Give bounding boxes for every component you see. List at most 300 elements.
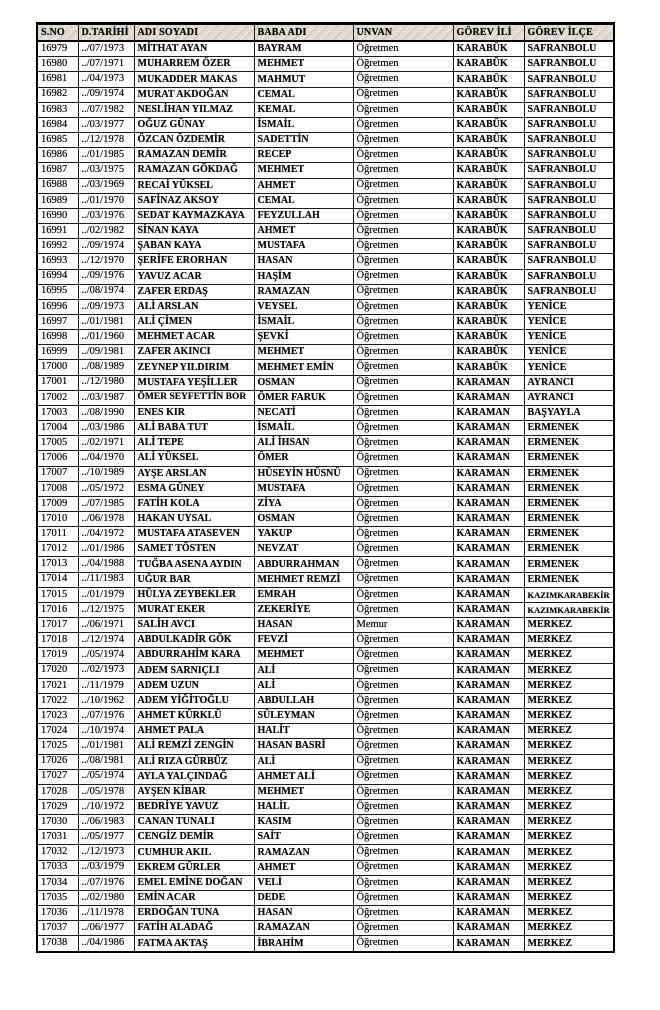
table-cell-adi-soyadi: MUSTAFA ATASEVEN [134, 527, 254, 542]
table-cell-d-tarihi: ../09/1981 [78, 345, 134, 360]
table-cell-baba-adi: MUSTAFA [254, 481, 353, 496]
table-cell-baba-adi: ALİ [254, 678, 353, 693]
table-cell-gorev-ili: KARABÜK [453, 178, 524, 193]
table-cell-d-tarihi: ../04/1988 [78, 557, 134, 572]
table-cell-gorev-ilce: SAFRANBOLU [524, 41, 614, 57]
table-cell-sno: 16995 [37, 284, 78, 299]
table-cell-baba-adi: HAŞİM [254, 269, 353, 284]
table-cell-sno: 16988 [37, 178, 78, 193]
table-cell-unvan: Öğretmen [353, 102, 453, 117]
table-cell-gorev-ili: KARABÜK [453, 193, 524, 208]
table-cell-gorev-ilce: MERKEZ [524, 815, 614, 830]
table-cell-d-tarihi: ../12/1975 [78, 602, 134, 617]
table-cell-adi-soyadi: AHMET PALA [134, 724, 254, 739]
table-cell-sno: 16999 [37, 345, 78, 360]
table-cell-unvan: Öğretmen [353, 815, 453, 830]
table-cell-sno: 17007 [37, 466, 78, 481]
table-cell-adi-soyadi: OĞUZ GÜNAY [134, 117, 254, 132]
table-cell-baba-adi: İSMAİL [254, 314, 353, 329]
table-cell-sno: 17013 [37, 557, 78, 572]
table-cell-d-tarihi: ../01/1960 [78, 330, 134, 345]
table-row [37, 133, 614, 148]
table-cell-d-tarihi: ../07/1985 [78, 496, 134, 511]
table-cell-gorev-ilce: MERKEZ [524, 769, 614, 784]
table-cell-sno: 17022 [37, 693, 78, 708]
table-cell-sno: 16993 [37, 254, 78, 269]
table-cell-d-tarihi: ../12/1973 [78, 845, 134, 860]
table-cell-sno: 17030 [37, 815, 78, 830]
table-cell-adi-soyadi: MURAT EKER [134, 602, 254, 617]
table-cell-unvan: Öğretmen [353, 360, 453, 375]
table-row [37, 633, 614, 648]
table-cell-baba-adi: ŞEVKİ [254, 330, 353, 345]
table-cell-gorev-ili: KARAMAN [453, 436, 524, 451]
column-header-d-tarihi: D.TARİHİ [78, 24, 134, 42]
table-cell-d-tarihi: ../05/1978 [78, 784, 134, 799]
table-cell-adi-soyadi: AYŞEN KİBAR [134, 784, 254, 799]
table-cell-gorev-ili: KARAMAN [453, 648, 524, 663]
table-cell-unvan: Öğretmen [353, 633, 453, 648]
table-cell-adi-soyadi: MİTHAT AYAN [134, 41, 254, 57]
table-row [37, 618, 614, 633]
table-cell-gorev-ili: KARAMAN [453, 724, 524, 739]
table-cell-sno: 17017 [37, 618, 78, 633]
table-cell-d-tarihi: ../03/1979 [78, 860, 134, 875]
table-cell-sno: 16984 [37, 117, 78, 132]
table-row [37, 693, 614, 708]
table-cell-unvan: Öğretmen [353, 572, 453, 587]
table-cell-adi-soyadi: ESMA GÜNEY [134, 481, 254, 496]
table-cell-gorev-ili: KARAMAN [453, 799, 524, 814]
table-cell-d-tarihi: ../09/1974 [78, 239, 134, 254]
table-cell-baba-adi: MEHMET [254, 784, 353, 799]
table-cell-adi-soyadi: HAKAN UYSAL [134, 512, 254, 527]
table-cell-gorev-ili: KARAMAN [453, 618, 524, 633]
table-cell-unvan: Öğretmen [353, 663, 453, 678]
table-cell-sno: 17034 [37, 875, 78, 890]
table-row [37, 709, 614, 724]
table-cell-baba-adi: İSMAİL [254, 117, 353, 132]
table-cell-sno: 17029 [37, 799, 78, 814]
table-cell-unvan: Öğretmen [353, 390, 453, 405]
table-cell-unvan: Öğretmen [353, 890, 453, 905]
table-cell-d-tarihi: ../07/1976 [78, 875, 134, 890]
header-row [37, 24, 614, 42]
table-cell-d-tarihi: ../10/1989 [78, 466, 134, 481]
table-cell-sno: 16996 [37, 299, 78, 314]
table-cell-unvan: Öğretmen [353, 527, 453, 542]
table-cell-gorev-ili: KARABÜK [453, 72, 524, 87]
personnel-table [36, 22, 615, 953]
table-row [37, 451, 614, 466]
table-cell-gorev-ili: KARAMAN [453, 860, 524, 875]
table-cell-gorev-ili: KARABÜK [453, 330, 524, 345]
table-cell-sno: 17016 [37, 602, 78, 617]
table-cell-adi-soyadi: ŞABAN KAYA [134, 239, 254, 254]
table-cell-baba-adi: EMRAH [254, 587, 353, 602]
table-row [37, 875, 614, 890]
table-cell-baba-adi: KEMAL [254, 102, 353, 117]
table-cell-baba-adi: RECEP [254, 148, 353, 163]
table-cell-gorev-ilce: SAFRANBOLU [524, 269, 614, 284]
table-cell-d-tarihi: ../03/1977 [78, 117, 134, 132]
table-cell-d-tarihi: ../01/1979 [78, 587, 134, 602]
table-cell-d-tarihi: ../04/1986 [78, 936, 134, 952]
table-cell-gorev-ilce: ERMENEK [524, 542, 614, 557]
table-cell-baba-adi: ALİ [254, 663, 353, 678]
column-header-baba-adi: BABA ADI [254, 24, 353, 42]
table-cell-unvan: Öğretmen [353, 724, 453, 739]
table-cell-gorev-ili: KARABÜK [453, 163, 524, 178]
table-cell-d-tarihi: ../10/1974 [78, 724, 134, 739]
table-cell-gorev-ili: KARAMAN [453, 663, 524, 678]
table-cell-d-tarihi: ../01/1981 [78, 739, 134, 754]
table-row [37, 466, 614, 481]
table-cell-sno: 17000 [37, 360, 78, 375]
table-cell-d-tarihi: ../04/1970 [78, 451, 134, 466]
table-cell-adi-soyadi: RECAİ YÜKSEL [134, 178, 254, 193]
table-cell-unvan: Öğretmen [353, 466, 453, 481]
table-cell-baba-adi: MEHMET [254, 345, 353, 360]
table-cell-gorev-ilce: YENİCE [524, 299, 614, 314]
table-cell-adi-soyadi: ZAFER AKINCI [134, 345, 254, 360]
table-row [37, 117, 614, 132]
table-cell-gorev-ilce: SAFRANBOLU [524, 117, 614, 132]
table-cell-gorev-ili: KARAMAN [453, 890, 524, 905]
table-cell-unvan: Öğretmen [353, 921, 453, 936]
table-cell-sno: 17025 [37, 739, 78, 754]
table-cell-gorev-ili: KARAMAN [453, 709, 524, 724]
table-cell-gorev-ilce: SAFRANBOLU [524, 224, 614, 239]
table-cell-baba-adi: MEHMET [254, 57, 353, 72]
table-cell-sno: 16983 [37, 102, 78, 117]
table-cell-sno: 16982 [37, 87, 78, 102]
table-row [37, 148, 614, 163]
table-cell-d-tarihi: ../04/1972 [78, 527, 134, 542]
table-cell-sno: 17035 [37, 890, 78, 905]
table-cell-unvan: Öğretmen [353, 709, 453, 724]
table-cell-sno: 17010 [37, 512, 78, 527]
table-cell-sno: 17031 [37, 830, 78, 845]
table-cell-d-tarihi: ../05/1974 [78, 769, 134, 784]
table-cell-sno: 17015 [37, 587, 78, 602]
table-row [37, 557, 614, 572]
table-cell-baba-adi: ABDURRAHMAN [254, 557, 353, 572]
table-cell-baba-adi: HASAN [254, 618, 353, 633]
table-cell-adi-soyadi: ALİ RIZA GÜRBÜZ [134, 754, 254, 769]
table-cell-unvan: Öğretmen [353, 269, 453, 284]
table-cell-unvan: Öğretmen [353, 421, 453, 436]
table-cell-unvan: Öğretmen [353, 148, 453, 163]
table-cell-unvan: Öğretmen [353, 87, 453, 102]
table-row [37, 602, 614, 617]
table-row [37, 436, 614, 451]
table-cell-sno: 17006 [37, 451, 78, 466]
table-cell-gorev-ili: KARAMAN [453, 936, 524, 952]
table-row [37, 542, 614, 557]
table-cell-gorev-ilce: KAZIMKARABEKİR [524, 602, 614, 617]
table-cell-baba-adi: RAMAZAN [254, 284, 353, 299]
table-cell-gorev-ili: KARAMAN [453, 405, 524, 420]
table-cell-baba-adi: İBRAHİM [254, 936, 353, 952]
table-cell-baba-adi: DEDE [254, 890, 353, 905]
table-cell-unvan: Öğretmen [353, 178, 453, 193]
table-cell-sno: 17033 [37, 860, 78, 875]
table-cell-gorev-ili: KARABÜK [453, 208, 524, 223]
table-cell-sno: 17032 [37, 845, 78, 860]
table-cell-adi-soyadi: ABDULKADİR GÖK [134, 633, 254, 648]
table-row [37, 193, 614, 208]
table-row [37, 390, 614, 405]
table-cell-sno: 17005 [37, 436, 78, 451]
table-cell-d-tarihi: ../07/1971 [78, 57, 134, 72]
table-row [37, 678, 614, 693]
table-cell-gorev-ilce: SAFRANBOLU [524, 239, 614, 254]
table-cell-baba-adi: MEHMET EMİN [254, 360, 353, 375]
table-cell-adi-soyadi: EKREM GÜRLER [134, 860, 254, 875]
table-cell-d-tarihi: ../06/1978 [78, 512, 134, 527]
table-cell-d-tarihi: ../09/1974 [78, 87, 134, 102]
table-cell-sno: 16989 [37, 193, 78, 208]
table-cell-sno: 17036 [37, 906, 78, 921]
table-cell-d-tarihi: ../08/1990 [78, 405, 134, 420]
table-cell-baba-adi: OSMAN [254, 375, 353, 390]
table-cell-baba-adi: CEMAL [254, 87, 353, 102]
table-row [37, 314, 614, 329]
table-row [37, 815, 614, 830]
table-cell-baba-adi: RAMAZAN [254, 845, 353, 860]
table-cell-sno: 17028 [37, 784, 78, 799]
table-cell-gorev-ili: KARABÜK [453, 284, 524, 299]
table-cell-gorev-ili: KARABÜK [453, 299, 524, 314]
table-row [37, 496, 614, 511]
table-cell-gorev-ili: KARAMAN [453, 906, 524, 921]
table-cell-gorev-ili: KARAMAN [453, 602, 524, 617]
table-cell-adi-soyadi: RAMAZAN GÖKDAĞ [134, 163, 254, 178]
table-cell-gorev-ili: KARAMAN [453, 678, 524, 693]
table-cell-gorev-ili: KARAMAN [453, 693, 524, 708]
column-header-adi-soyadi: ADI SOYADI [134, 24, 254, 42]
table-cell-gorev-ilce: ERMENEK [524, 451, 614, 466]
table-cell-gorev-ilce: BAŞYAYLA [524, 405, 614, 420]
table-cell-sno: 17012 [37, 542, 78, 557]
table-row [37, 254, 614, 269]
table-cell-sno: 17008 [37, 481, 78, 496]
table-cell-baba-adi: SAİT [254, 830, 353, 845]
table-cell-gorev-ilce: SAFRANBOLU [524, 148, 614, 163]
table-cell-d-tarihi: ../03/1987 [78, 390, 134, 405]
table-row [37, 830, 614, 845]
table-row [37, 163, 614, 178]
table-cell-sno: 16994 [37, 269, 78, 284]
table-row [37, 41, 614, 57]
table-cell-unvan: Öğretmen [353, 936, 453, 952]
table-cell-sno: 17020 [37, 663, 78, 678]
table-cell-baba-adi: HÜSEYİN HÜSNÜ [254, 466, 353, 481]
table-cell-gorev-ilce: MERKEZ [524, 678, 614, 693]
table-cell-baba-adi: SADETTİN [254, 133, 353, 148]
table-cell-gorev-ilce: SAFRANBOLU [524, 102, 614, 117]
table-cell-gorev-ili: KARAMAN [453, 527, 524, 542]
table-cell-sno: 16987 [37, 163, 78, 178]
table-cell-gorev-ili: KARAMAN [453, 481, 524, 496]
table-cell-d-tarihi: ../01/1981 [78, 314, 134, 329]
table-cell-gorev-ilce: ERMENEK [524, 496, 614, 511]
table-cell-unvan: Öğretmen [353, 57, 453, 72]
table-cell-baba-adi: HALİT [254, 724, 353, 739]
table-cell-gorev-ili: KARABÜK [453, 41, 524, 57]
table-cell-d-tarihi: ../12/1978 [78, 133, 134, 148]
table-cell-d-tarihi: ../02/1980 [78, 890, 134, 905]
table-row [37, 87, 614, 102]
table-row [37, 587, 614, 602]
table-cell-d-tarihi: ../11/1979 [78, 678, 134, 693]
table-row [37, 208, 614, 223]
table-row [37, 724, 614, 739]
table-cell-sno: 16986 [37, 148, 78, 163]
table-body [37, 41, 614, 952]
table-cell-gorev-ilce: MERKEZ [524, 875, 614, 890]
table-cell-adi-soyadi: ALİ YÜKSEL [134, 451, 254, 466]
table-cell-gorev-ili: KARAMAN [453, 769, 524, 784]
table-cell-sno: 17026 [37, 754, 78, 769]
table-row [37, 224, 614, 239]
table-row [37, 512, 614, 527]
table-cell-unvan: Öğretmen [353, 542, 453, 557]
table-cell-d-tarihi: ../02/1973 [78, 663, 134, 678]
table-cell-adi-soyadi: ŞERİFE ERORHAN [134, 254, 254, 269]
table-cell-baba-adi: SÜLEYMAN [254, 709, 353, 724]
table-cell-unvan: Öğretmen [353, 284, 453, 299]
table-cell-gorev-ilce: ERMENEK [524, 557, 614, 572]
table-cell-sno: 17001 [37, 375, 78, 390]
table-cell-baba-adi: İSMAİL [254, 421, 353, 436]
table-cell-gorev-ili: KARAMAN [453, 496, 524, 511]
table-cell-d-tarihi: ../03/1975 [78, 163, 134, 178]
table-cell-gorev-ilce: MERKEZ [524, 936, 614, 952]
table-cell-adi-soyadi: BEDRİYE YAVUZ [134, 799, 254, 814]
table-cell-gorev-ilce: SAFRANBOLU [524, 87, 614, 102]
table-cell-baba-adi: AHMET [254, 860, 353, 875]
table-cell-adi-soyadi: ABDURRAHİM KARA [134, 648, 254, 663]
table-cell-gorev-ili: KARAMAN [453, 421, 524, 436]
table-cell-unvan: Öğretmen [353, 224, 453, 239]
table-cell-gorev-ili: KARAMAN [453, 739, 524, 754]
table-cell-gorev-ili: KARAMAN [453, 845, 524, 860]
table-cell-gorev-ili: KARAMAN [453, 390, 524, 405]
table-row [37, 572, 614, 587]
table-cell-unvan: Öğretmen [353, 436, 453, 451]
table-cell-sno: 17002 [37, 390, 78, 405]
table-cell-gorev-ili: KARABÜK [453, 314, 524, 329]
table-cell-gorev-ili: KARABÜK [453, 148, 524, 163]
table-cell-gorev-ilce: MERKEZ [524, 739, 614, 754]
table-cell-sno: 17018 [37, 633, 78, 648]
table-header [37, 24, 614, 42]
table-cell-adi-soyadi: FATMA AKTAŞ [134, 936, 254, 952]
table-cell-gorev-ilce: SAFRANBOLU [524, 133, 614, 148]
table-cell-adi-soyadi: ADEM YİĞİTOĞLU [134, 693, 254, 708]
table-cell-gorev-ili: KARAMAN [453, 921, 524, 936]
table-cell-unvan: Öğretmen [353, 784, 453, 799]
table-cell-gorev-ilce: ERMENEK [524, 436, 614, 451]
table-cell-gorev-ilce: KAZIMKARABEKİR [524, 587, 614, 602]
table-cell-gorev-ili: KARABÜK [453, 360, 524, 375]
table-cell-baba-adi: RAMAZAN [254, 921, 353, 936]
table-row [37, 72, 614, 87]
table-cell-baba-adi: NECATİ [254, 405, 353, 420]
table-cell-gorev-ili: KARAMAN [453, 512, 524, 527]
table-cell-d-tarihi: ../12/1970 [78, 254, 134, 269]
table-cell-baba-adi: CEMAL [254, 193, 353, 208]
table-cell-sno: 17011 [37, 527, 78, 542]
table-cell-d-tarihi: ../04/1973 [78, 72, 134, 87]
table-cell-adi-soyadi: AHMET KÜRKLÜ [134, 709, 254, 724]
table-row [37, 754, 614, 769]
table-cell-d-tarihi: ../08/1981 [78, 754, 134, 769]
table-cell-gorev-ili: KARAMAN [453, 754, 524, 769]
table-cell-adi-soyadi: UĞUR BAR [134, 572, 254, 587]
table-cell-unvan: Memur [353, 618, 453, 633]
table-cell-baba-adi: MEHMET [254, 648, 353, 663]
table-cell-d-tarihi: ../03/1969 [78, 178, 134, 193]
table-cell-gorev-ilce: MERKEZ [524, 860, 614, 875]
table-cell-unvan: Öğretmen [353, 860, 453, 875]
table-cell-adi-soyadi: ADEM UZUN [134, 678, 254, 693]
table-cell-sno: 16998 [37, 330, 78, 345]
table-cell-unvan: Öğretmen [353, 239, 453, 254]
table-row [37, 345, 614, 360]
table-cell-baba-adi: MUSTAFA [254, 239, 353, 254]
table-cell-adi-soyadi: MUHARREM ÖZER [134, 57, 254, 72]
table-cell-unvan: Öğretmen [353, 693, 453, 708]
table-row [37, 269, 614, 284]
table-cell-d-tarihi: ../03/1976 [78, 208, 134, 223]
table-cell-d-tarihi: ../12/1980 [78, 375, 134, 390]
table-cell-gorev-ili: KARABÜK [453, 133, 524, 148]
table-cell-unvan: Öğretmen [353, 117, 453, 132]
table-cell-gorev-ilce: MERKEZ [524, 709, 614, 724]
table-cell-adi-soyadi: ZEYNEP YILDIRIM [134, 360, 254, 375]
table-cell-gorev-ili: KARABÜK [453, 117, 524, 132]
table-cell-gorev-ilce: ERMENEK [524, 481, 614, 496]
table-cell-gorev-ili: KARABÜK [453, 102, 524, 117]
table-cell-adi-soyadi: TUĞBA ASENA AYDIN [134, 557, 254, 572]
table-cell-adi-soyadi: ÖZCAN ÖZDEMİR [134, 133, 254, 148]
table-cell-baba-adi: OSMAN [254, 512, 353, 527]
table-row [37, 769, 614, 784]
table-cell-gorev-ilce: ERMENEK [524, 466, 614, 481]
table-cell-unvan: Öğretmen [353, 193, 453, 208]
table-cell-adi-soyadi: ERDOĞAN TUNA [134, 906, 254, 921]
table-row [37, 527, 614, 542]
table-row [37, 284, 614, 299]
table-cell-unvan: Öğretmen [353, 41, 453, 57]
column-header-unvan: UNVAN [353, 24, 453, 42]
table-row [37, 330, 614, 345]
table-cell-gorev-ili: KARABÜK [453, 269, 524, 284]
table-cell-gorev-ili: KARAMAN [453, 451, 524, 466]
table-cell-adi-soyadi: SAMET TÖSTEN [134, 542, 254, 557]
table-cell-gorev-ilce: MERKEZ [524, 648, 614, 663]
table-cell-gorev-ilce: YENİCE [524, 314, 614, 329]
table-row [37, 421, 614, 436]
table-row [37, 360, 614, 375]
table-cell-d-tarihi: ../01/1985 [78, 148, 134, 163]
table-cell-gorev-ilce: MERKEZ [524, 799, 614, 814]
table-cell-gorev-ili: KARAMAN [453, 815, 524, 830]
table-cell-adi-soyadi: ÖMER SEYFETTİN BOR [134, 390, 254, 405]
